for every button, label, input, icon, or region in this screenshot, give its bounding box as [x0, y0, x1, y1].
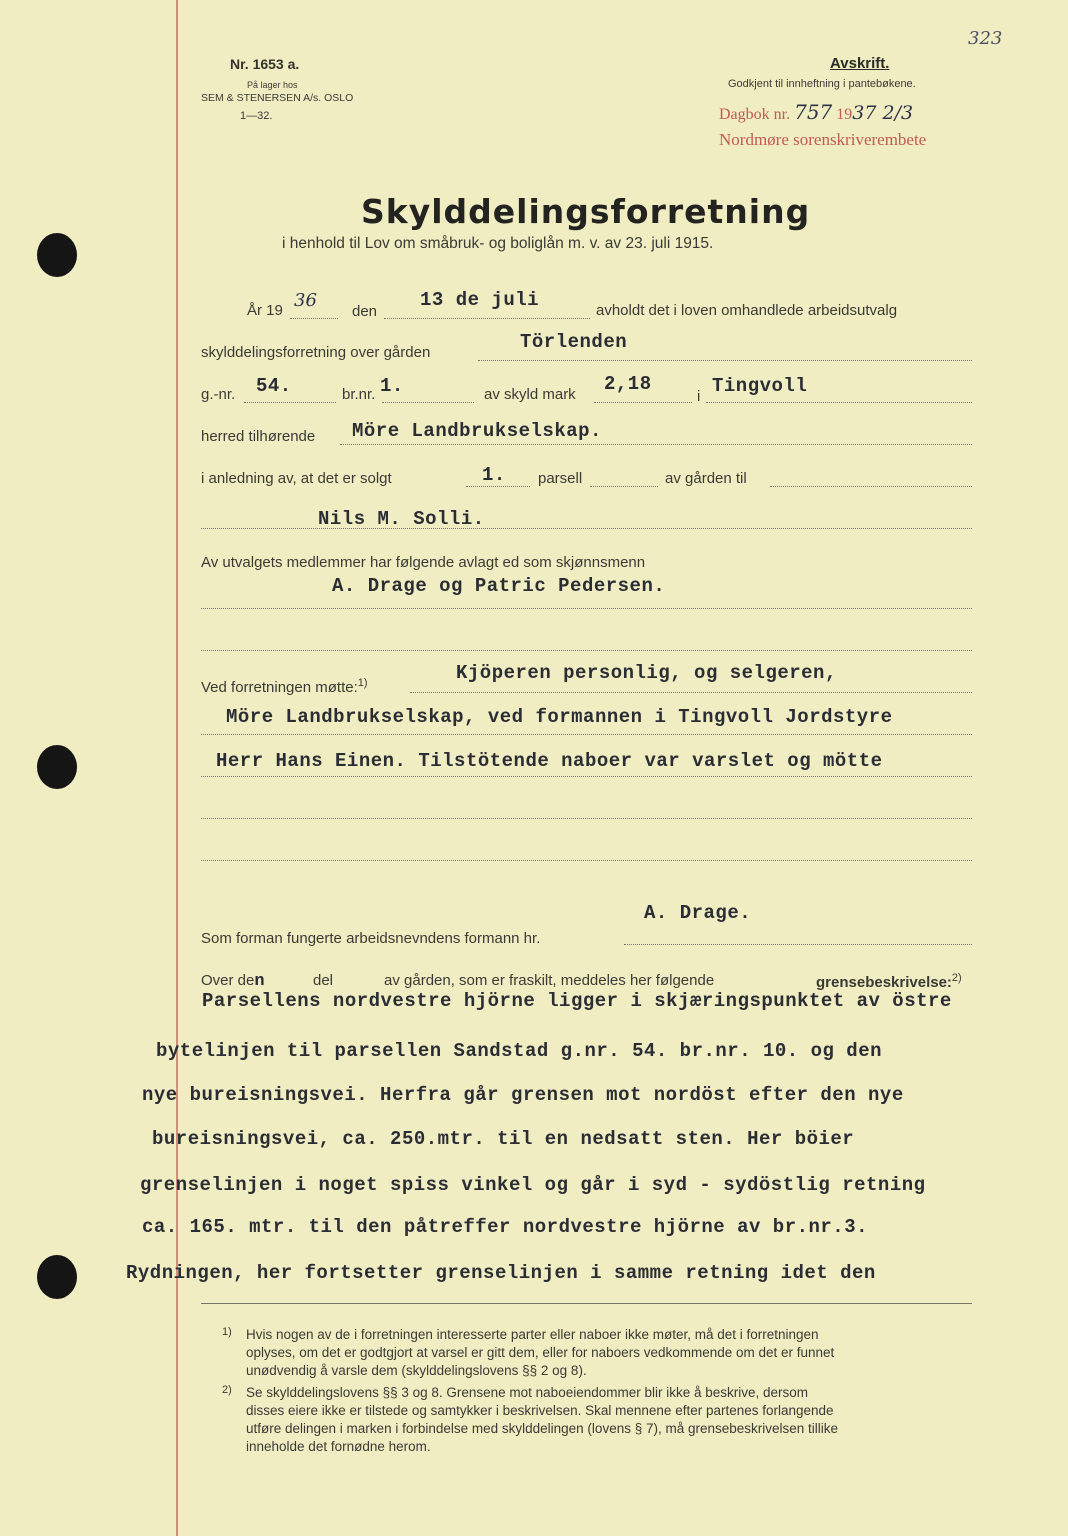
footnote-1-line-2: oplyses, om det er godtgjort at varsel er gitt dem, eller for naboers vedkommende om det er funnet: [246, 1345, 835, 1360]
edition: 1—32.: [240, 110, 273, 122]
field-line: [624, 944, 972, 945]
grense-label: [816, 972, 962, 991]
year-value: 36: [294, 290, 317, 311]
description-line-3: nye bureisningsvei. Herfra går grensen mot nordöst efter den nye: [142, 1084, 904, 1106]
field-line: [201, 776, 972, 777]
field-line: [201, 528, 972, 529]
field-line: [340, 444, 972, 445]
farm-name: Törlenden: [520, 331, 628, 353]
skyld-label: av skyld mark: [484, 386, 576, 403]
footnote-2-line-2: disses eiere ikke er tilstede og samtykker i beskrivelsen. Skal mennene efter partenes forlangende: [246, 1403, 834, 1418]
motte-label-text: Ved forretningen møtte:: [201, 679, 358, 696]
over-text: av gården, som er fraskilt, meddeles her følgende: [384, 972, 715, 989]
field-line: [384, 318, 590, 319]
footnote-2-line-1: Se skylddelingslovens §§ 3 og 8. Grensene mot naboeiendommer blir ikke å beskrive, dersom: [246, 1385, 809, 1400]
owner-value: Möre Landbrukselskap.: [352, 420, 602, 442]
year-date: 37 2/3: [852, 102, 914, 124]
stamp-title: Avskrift.: [830, 55, 890, 72]
brnr-value: 1.: [380, 375, 404, 397]
field-line: [594, 402, 692, 403]
skjonn-label: Av utvalgets medlemmer har følgende avlagt ed som skjønnsmenn: [201, 554, 646, 571]
page-number: 323: [968, 28, 1003, 49]
formann-name: A. Drage.: [644, 902, 752, 924]
footnote-1-line-3: unødvendig å varsle dem (skylddelingslovens §§ 2 og 8).: [246, 1363, 587, 1378]
description-line-5: grenselinjen i noget spiss vinkel og går i syd - sydöstlig retning: [140, 1174, 926, 1196]
document-title: Skylddelingsforretning: [361, 192, 811, 231]
field-line: [478, 360, 972, 361]
footnote-rule: [201, 1303, 972, 1304]
footnote-1-mark: 1): [222, 1326, 232, 1338]
sold-label: i anledning av, at det er solgt: [201, 470, 392, 487]
margin-line: [176, 0, 178, 1536]
punch-hole: [37, 1255, 77, 1299]
field-line: [201, 734, 972, 735]
year-prefix: 19: [836, 106, 853, 123]
field-line: [201, 608, 972, 609]
den-label: den: [352, 303, 378, 320]
footnote-2-mark: 2): [222, 1384, 232, 1396]
dagbok-label: Dagbok nr.: [719, 106, 791, 123]
footnote-2-line-3: utføre delingen i marken i forbindelse med skylddelingen (lovens § 7), må grensebeskrivelsen tillike: [246, 1421, 839, 1436]
publisher-line2: SEM & STENERSEN A/s. OSLO: [201, 92, 354, 104]
footnote-2: [246, 1384, 976, 1456]
owner-label: herred tilhørende: [201, 428, 316, 445]
formann-label: Som forman fungerte arbeidsnevndens formann hr.: [201, 930, 541, 947]
parsell-label: parsell: [538, 470, 583, 487]
field-line: [770, 486, 972, 487]
gnr-label: g.-nr.: [201, 386, 236, 403]
field-line: [706, 402, 972, 403]
motte-line-2: Möre Landbrukselskap, ved formannen i Tingvoll Jordstyre: [226, 706, 893, 728]
stamp-approved: Godkjent til innheftning i pantebøkene.: [728, 78, 916, 90]
over-label-a: Over de: [201, 972, 255, 989]
field-line: [201, 818, 972, 819]
i-label: i: [697, 388, 701, 405]
field-line: [410, 692, 972, 693]
publisher-line1: På lager hos: [247, 80, 298, 90]
description-line-2: bytelinjen til parsellen Sandstad g.nr. 54. br.nr. 10. og den: [156, 1040, 883, 1062]
year-label: År 19: [247, 302, 283, 319]
footnote-2-line-4: inneholde det fornødne herom.: [246, 1439, 431, 1454]
stamp-office: Nordmøre sorenskriverembete: [719, 130, 927, 149]
grense-label-text: grensebeskrivelse:: [816, 974, 952, 991]
form-number: Nr. 1653 a.: [230, 56, 300, 72]
description-line-7: Rydningen, her fortsetter grenselinjen i samme retning idet den: [126, 1262, 876, 1284]
description-line-1: Parsellens nordvestre hjörne ligger i skjæringspunktet av östre: [202, 990, 952, 1012]
over-label: [201, 972, 265, 991]
brnr-label: br.nr.: [342, 386, 376, 403]
skjonn-names: A. Drage og Patric Pedersen.: [332, 575, 666, 597]
description-line-6: ca. 165. mtr. til den påtreffer nordvestre hjörne av br.nr.3.: [142, 1216, 869, 1238]
footnote-1: [246, 1326, 976, 1380]
dagbok-number: 757: [794, 100, 833, 124]
field-line: [244, 402, 336, 403]
punch-hole: [37, 233, 77, 277]
sold-count: 1.: [482, 464, 506, 486]
buyer-name: Nils M. Solli.: [318, 508, 485, 530]
field-line: [590, 486, 658, 487]
grense-mark: 2): [951, 972, 962, 984]
del-label: del: [313, 972, 334, 989]
stamp-dagbok: [719, 100, 913, 124]
til-label: av gården til: [665, 470, 747, 487]
punch-hole: [37, 745, 77, 789]
document-subtitle: i henhold til Lov om småbruk- og boliglån m. v. av 23. juli 1915.: [282, 235, 714, 252]
line1-rest: avholdt det i loven omhandlede arbeidsutvalg: [596, 302, 898, 319]
field-line: [201, 860, 972, 861]
farm-label: skylddelingsforretning over gården: [201, 344, 431, 361]
skyld-value: 2,18: [604, 373, 652, 395]
gnr-value: 54.: [256, 375, 292, 397]
over-fill: n: [254, 972, 266, 991]
motte-label: [201, 677, 368, 696]
field-line: [290, 318, 338, 319]
motte-line-3: Herr Hans Einen. Tilstötende naboer var varslet og mötte: [216, 750, 883, 772]
footnote-1-line-1: Hvis nogen av de i forretningen interesserte parter eller naboer ikke møter, må det i forretningen: [246, 1327, 819, 1342]
field-line: [201, 650, 972, 651]
kommune-value: Tingvoll: [712, 375, 808, 397]
field-line: [466, 486, 530, 487]
description-line-4: bureisningsvei, ca. 250.mtr. til en nedsatt sten. Her böier: [152, 1128, 855, 1150]
motte-mark: 1): [357, 677, 368, 689]
motte-line-1: Kjöperen personlig, og selgeren,: [456, 662, 837, 684]
field-line: [382, 402, 474, 403]
date-value: 13 de juli: [420, 289, 540, 311]
